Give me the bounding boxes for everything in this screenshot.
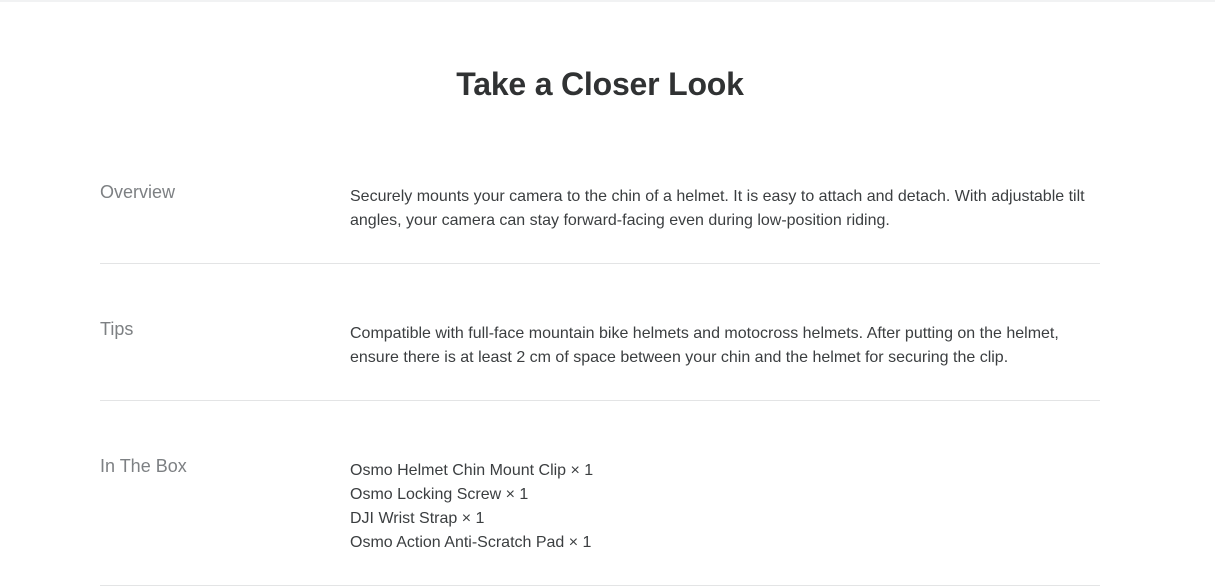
section-in-the-box <box>100 456 1100 586</box>
list-item: Osmo Action Anti-Scratch Pad × 1 <box>350 534 592 551</box>
top-divider <box>0 0 1215 2</box>
section-text-tips: Compatible with full-face mountain bike helmets and motocross helmets. After putting on the helmet, ensure there is at least 2 cm of space between your chin and the helmet for securing the clip. <box>350 325 1059 366</box>
section-text-overview: Securely mounts your camera to the chin of a helmet. It is easy to attach and detach. With adjustable tilt angles, your camera can stay forward-facing even during low-position riding. <box>350 188 1085 229</box>
section-tips <box>100 319 1100 401</box>
section-label-tips: Tips <box>100 319 134 339</box>
section-overview <box>100 182 1100 264</box>
page-title: Take a Closer Look <box>456 66 744 102</box>
section-label-in-the-box: In The Box <box>100 456 187 476</box>
list-item: DJI Wrist Strap × 1 <box>350 510 485 527</box>
list-item: Osmo Locking Screw × 1 <box>350 486 529 503</box>
in-the-box-list <box>350 459 1095 555</box>
section-label-overview: Overview <box>100 182 176 202</box>
list-item: Osmo Helmet Chin Mount Clip × 1 <box>350 462 594 479</box>
